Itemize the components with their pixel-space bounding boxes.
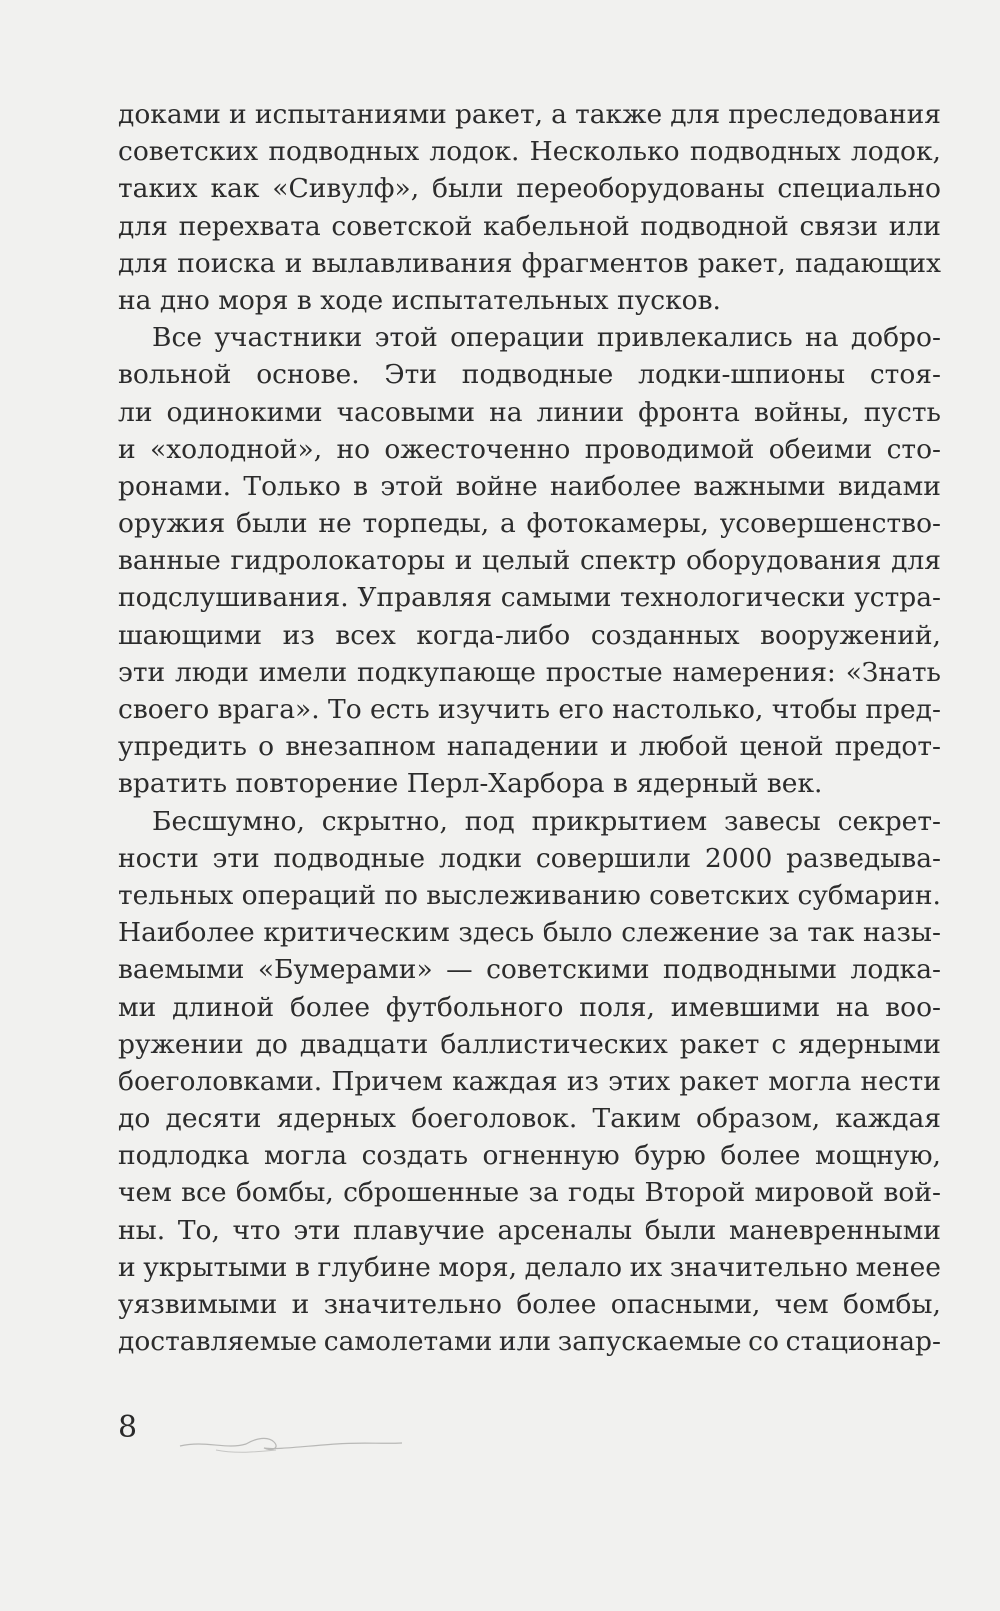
text-line: эти люди имели подкупающе простые намерения: «Знать (118, 656, 941, 688)
text-line: на дно моря в ходе испытательных пусков. (118, 284, 721, 316)
text-line: вратить повторение Перл-Харбора в ядерный век. (118, 768, 823, 800)
text-line: ности эти подводные лодки совершили 2000 разведыва- (118, 842, 941, 874)
page-number: 8 (118, 1410, 138, 1445)
text-line: ронами. Только в этой войне наиболее важными видами (118, 470, 941, 502)
text-line: ми длиной более футбольного поля, имевшими на воо- (118, 991, 941, 1023)
text-line: вольной основе. Эти подводные лодки-шпионы стоя- (118, 359, 941, 391)
text-line: подслушивания. Управляя самыми технологически устра- (118, 582, 941, 614)
text-line: ружении до двадцати баллистических ракет с ядерными (118, 1028, 941, 1060)
text-line: для перехвата советской кабельной подводной связи или (118, 210, 941, 242)
text-line: боеголовками. Причем каждая из этих ракет могла нести (118, 1065, 941, 1097)
text-line: и «холодной», но ожесточенно проводимой обеими сто- (118, 433, 941, 465)
text-line: уязвимыми и значительно более опасными, чем бомбы, (118, 1289, 941, 1320)
text-line: оружия были не торпеды, а фотокамеры, усовершенство- (118, 508, 941, 540)
text-line: упредить о внезапном нападении и любой ценой предот- (118, 731, 941, 763)
text-line: доками и испытаниями ракет, а также для преследования (118, 99, 941, 130)
text-line: советских подводных лодок. Несколько подводных лодок, (118, 136, 941, 168)
text-line: тельных операций по выслеживанию советских субмарин. (118, 879, 941, 911)
text-line: ли одинокими часовыми на линии фронта войны, пусть (118, 396, 941, 428)
text-line: доставляемые самолетами или запускаемые со стационар- (118, 1326, 941, 1358)
text-line: ванные гидролокаторы и целый спектр оборудования для (118, 545, 941, 577)
text-line: ны. То, что эти плавучие арсеналы были маневренными (118, 1214, 941, 1246)
text-line: для поиска и вылавливания фрагментов ракет, падающих (118, 247, 941, 279)
text-line: и укрытыми в глубине моря, делало их значительно менее (118, 1251, 941, 1283)
text-line: чем все бомбы, сброшенные за годы Второй мировой вой- (118, 1177, 941, 1209)
text-line: Бесшумно, скрытно, под прикрытием завесы секрет- (152, 805, 941, 837)
text-line: до десяти ядерных боеголовок. Таким образом, каждая (118, 1103, 941, 1135)
body-text (118, 96, 941, 1360)
text-line: шающими из всех когда-либо созданных вооружений, (118, 619, 941, 651)
decorative-flourish (176, 1420, 406, 1460)
text-line: Все участники этой операции привлекались на добро- (152, 322, 941, 354)
text-line: подлодка могла создать огненную бурю более мощную, (118, 1140, 941, 1172)
text-line: ваемыми «Бумерами» — советскими подводными лодка- (118, 954, 941, 986)
text-line: Наиболее критическим здесь было слежение за так назы- (118, 917, 941, 949)
text-line: таких как «Сивулф», были переоборудованы специально (118, 173, 941, 205)
text-line: своего врага». То есть изучить его настолько, чтобы пред- (118, 694, 941, 725)
